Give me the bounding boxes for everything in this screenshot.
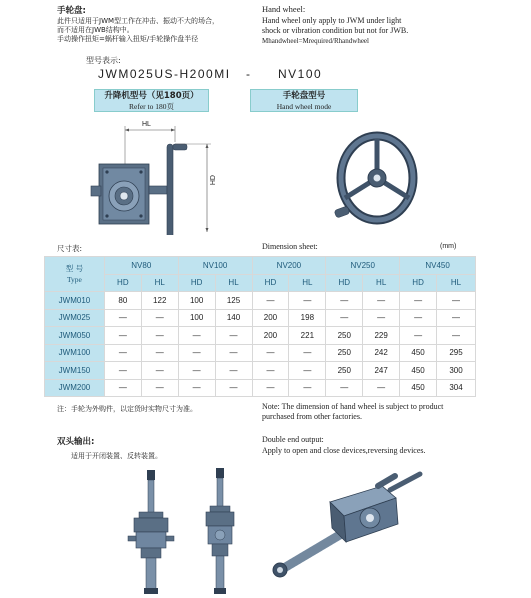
value-cell: 450 [400, 344, 437, 362]
table-row [45, 292, 476, 310]
value-cell: — [252, 292, 289, 310]
value-cell: — [289, 362, 326, 380]
subheader-cell: HL [437, 274, 476, 292]
model-code-lift: JWM025US-H200MI [98, 67, 231, 81]
value-cell: — [326, 379, 363, 397]
hd-label: HD [210, 175, 217, 186]
model-cell: JWM025 [45, 309, 105, 327]
value-cell: — [104, 379, 141, 397]
lift-model-box [94, 89, 209, 112]
subheader-cell: HL [363, 274, 400, 292]
double-end-title-cn: 双头输出: [57, 437, 95, 447]
group-header-nv100: NV100 [178, 257, 252, 275]
model-code-dash: - [246, 67, 252, 81]
model-cell: JWM150 [45, 362, 105, 380]
dimension-title-en: Dimension sheet: [262, 242, 318, 251]
handwheel-desc-cn-line: 而不适用在JWB结构中。 [57, 26, 134, 34]
value-cell: — [215, 362, 252, 380]
dimension-note-en [262, 402, 443, 422]
type-header-en: Type [67, 275, 82, 284]
value-cell: — [363, 309, 400, 327]
table-row [45, 327, 476, 345]
value-cell: — [215, 344, 252, 362]
gearbox-handwheel-drawing [85, 120, 225, 235]
value-cell: — [437, 292, 476, 310]
value-cell: — [141, 327, 178, 345]
double-end-side-drawing [200, 468, 240, 596]
subheader-cell: HL [215, 274, 252, 292]
handwheel-desc-cn-line: 此件只适用于JWM型工作在冲击、振动不大的场合， [57, 17, 220, 25]
value-cell: — [400, 292, 437, 310]
handwheel-desc-cn-line: 手动操作扭矩=蜗杆输入扭矩/手轮操作盘半径 [57, 35, 199, 43]
value-cell: 247 [363, 362, 400, 380]
value-cell: — [437, 327, 476, 345]
value-cell: — [289, 344, 326, 362]
dimension-note-cn: 注：手轮为外购件，以定货时实物尺寸为准。 [57, 405, 197, 413]
value-cell: — [178, 379, 215, 397]
handwheel-desc-en-line: Hand wheel only apply to JWM under light [262, 16, 402, 25]
group-header-nv200: NV200 [252, 257, 326, 275]
value-cell: — [252, 362, 289, 380]
handwheel-desc-cn [57, 17, 267, 44]
dimension-title-cn: 尺寸表: [57, 244, 83, 253]
table-subheader-row [45, 274, 476, 292]
value-cell: 242 [363, 344, 400, 362]
model-cell: JWM200 [45, 379, 105, 397]
value-cell: 250 [326, 327, 363, 345]
value-cell: — [178, 344, 215, 362]
double-end-front-drawing [126, 470, 176, 595]
handwheel-desc-en-line: shock or vibration condition but not for JWB. [262, 26, 409, 35]
value-cell: 450 [400, 362, 437, 380]
value-cell: 450 [400, 379, 437, 397]
handwheel-title-cn: 手轮盘: [57, 6, 86, 16]
table-row [45, 309, 476, 327]
type-header-cell [45, 257, 105, 292]
value-cell: — [141, 344, 178, 362]
value-cell: 80 [104, 292, 141, 310]
group-header-nv80: NV80 [104, 257, 178, 275]
double-end-3d-drawing [270, 470, 430, 585]
value-cell: 140 [215, 309, 252, 327]
table-group-header-row [45, 257, 476, 275]
value-cell: 250 [326, 362, 363, 380]
value-cell: — [363, 379, 400, 397]
value-cell: — [289, 379, 326, 397]
double-end-desc-en: Apply to open and close devices,reversing devices. [262, 446, 426, 455]
model-code-label: 型号表示: [86, 56, 121, 65]
value-cell: — [104, 327, 141, 345]
value-cell: 100 [178, 309, 215, 327]
value-cell: 100 [178, 292, 215, 310]
handwheel-3d-drawing [330, 128, 425, 228]
value-cell: — [178, 362, 215, 380]
type-header-cn: 型 号 [65, 264, 84, 273]
value-cell: 200 [252, 309, 289, 327]
dimension-note-en-line: Note: The dimension of hand wheel is subject to product [262, 402, 444, 411]
group-header-nv450: NV450 [400, 257, 476, 275]
value-cell: — [104, 309, 141, 327]
model-cell: JWM100 [45, 344, 105, 362]
value-cell: — [252, 379, 289, 397]
subheader-cell: HD [252, 274, 289, 292]
model-cell: JWM050 [45, 327, 105, 345]
handwheel-formula: Mhandwheel=Mrequired/Rhandwheel [262, 37, 369, 45]
lift-model-box-en: Refer to 180页 [129, 102, 174, 111]
value-cell: 122 [141, 292, 178, 310]
value-cell: — [215, 379, 252, 397]
value-cell: 304 [437, 379, 476, 397]
dimension-unit: (mm) [440, 243, 457, 250]
value-cell: — [326, 309, 363, 327]
handwheel-desc-en [262, 16, 522, 46]
value-cell: — [178, 327, 215, 345]
value-cell: — [289, 292, 326, 310]
value-cell: 125 [215, 292, 252, 310]
value-cell: 200 [252, 327, 289, 345]
table-row [45, 344, 476, 362]
value-cell: 295 [437, 344, 476, 362]
double-end-desc-cn: 适用于开闭装置、反转装置。 [71, 452, 162, 460]
dimension-table-body [45, 292, 476, 397]
model-code-wheel: NV100 [278, 67, 323, 81]
value-cell: 221 [289, 327, 326, 345]
dimension-note-en-line: purchased from other factories. [262, 412, 362, 421]
table-row [45, 362, 476, 380]
subheader-cell: HD [104, 274, 141, 292]
value-cell: — [252, 344, 289, 362]
value-cell: 250 [326, 344, 363, 362]
group-header-nv250: NV250 [326, 257, 400, 275]
value-cell: 198 [289, 309, 326, 327]
table-row [45, 379, 476, 397]
lift-model-box-cn: 升降机型号（见180页） [104, 91, 199, 101]
value-cell: — [363, 292, 400, 310]
value-cell: — [104, 362, 141, 380]
value-cell: — [437, 309, 476, 327]
value-cell: — [326, 292, 363, 310]
subheader-cell: HD [178, 274, 215, 292]
handwheel-title-en: Hand wheel: [262, 4, 306, 14]
subheader-cell: HD [326, 274, 363, 292]
value-cell: 229 [363, 327, 400, 345]
model-cell: JWM010 [45, 292, 105, 310]
value-cell: — [104, 344, 141, 362]
wheel-model-box-cn: 手轮盘型号 [282, 91, 326, 101]
wheel-model-box-en: Hand wheel mode [276, 102, 332, 111]
value-cell: — [400, 327, 437, 345]
dimension-table [44, 256, 476, 397]
wheel-model-box [250, 89, 358, 112]
double-end-title-en: Double end output: [262, 435, 324, 444]
value-cell: — [141, 362, 178, 380]
value-cell: — [141, 309, 178, 327]
value-cell: 300 [437, 362, 476, 380]
subheader-cell: HD [400, 274, 437, 292]
subheader-cell: HL [289, 274, 326, 292]
value-cell: — [400, 309, 437, 327]
value-cell: — [141, 379, 178, 397]
value-cell: — [215, 327, 252, 345]
subheader-cell: HL [141, 274, 178, 292]
hl-label: HL [142, 121, 151, 128]
